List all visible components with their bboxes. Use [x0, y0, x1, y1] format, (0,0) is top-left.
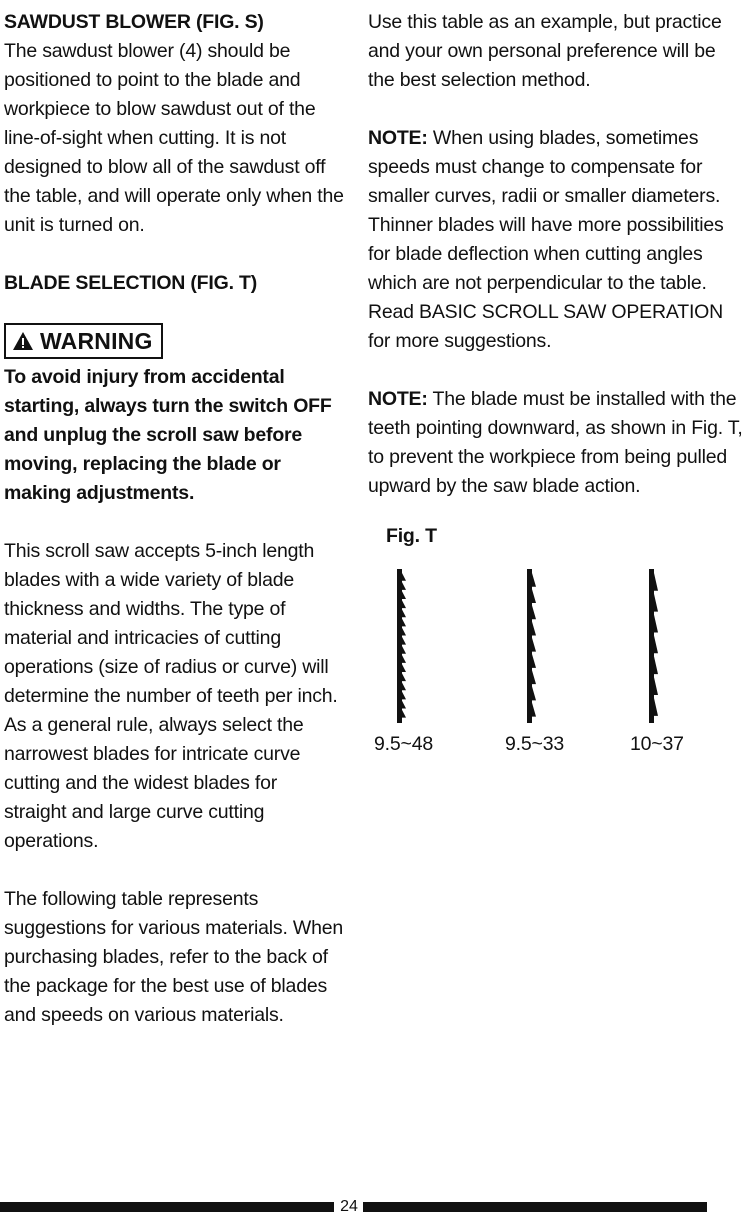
blade-illustration	[647, 565, 667, 725]
blade-caption: 9.5~48	[374, 733, 433, 755]
blade-caption: 9.5~33	[505, 733, 564, 755]
left-column	[4, 8, 344, 1030]
footer-rule-right	[363, 1202, 707, 1212]
right-column	[368, 8, 743, 765]
footer-rule-left	[0, 1202, 334, 1212]
blade-illustration	[525, 565, 545, 725]
blade-illustration	[395, 565, 415, 725]
note-text: When using blades, sometimes speeds must change to compensate for smaller curves, radii or smaller diameters. Thinner blades will have more possibilities for blade deflection when cutting angles which are not perpendicular to the table. Read BASIC SCROLL SAW OPERATION for more suggestions.	[368, 127, 724, 352]
note-label: NOTE:	[368, 388, 428, 410]
note-text: The blade must be installed with the teeth pointing downward, as shown in Fig. T, to prevent the workpiece from being pulled upward by the saw blade action.	[368, 388, 743, 497]
warning-label: WARNING	[40, 327, 153, 354]
blade-selection-heading: BLADE SELECTION (FIG. T)	[4, 272, 258, 294]
note-paragraph-1	[368, 124, 743, 356]
warning-triangle-icon	[12, 331, 34, 351]
blade-body	[649, 569, 658, 723]
page-footer	[0, 1197, 749, 1219]
warning-box	[4, 323, 163, 359]
sawdust-blower-text: The sawdust blower (4) should be positioned to point to the blade and workpiece to blow sawdust out of the line-of-sight when cutting. It is not designed to blow all of the sawdust off the table, and will operate only when the unit is turned on.	[4, 40, 344, 236]
blade-body	[527, 569, 536, 723]
table-intro-text: The following table represents suggestions for various materials. When purchasing blades, refer to the back of the package for the best use of blades and speeds on various materials.	[4, 888, 344, 1026]
blade-caption: 10~37	[630, 733, 684, 755]
page-number: 24	[340, 1198, 358, 1215]
figure-label: Fig. T	[386, 525, 437, 547]
sawdust-blower-heading: SAWDUST BLOWER (FIG. S)	[4, 11, 264, 33]
warning-text: To avoid injury from accidental starting, always turn the switch OFF and unplug the scroll saw before moving, replacing the blade or making adjustments.	[4, 366, 332, 504]
blade-figure	[368, 565, 743, 765]
blade-body	[397, 569, 406, 723]
blade-selection-text: This scroll saw accepts 5-inch length blades with a wide variety of blade thickness and widths. The type of material and intricacies of cutting operations (size of radius or curve) will determine the number of teeth per inch. As a general rule, always select the narrowest blades for intricate curve cutting and the widest blades for straight and large curve cutting operations.	[4, 540, 338, 852]
note-paragraph-2	[368, 385, 743, 501]
example-text: Use this table as an example, but practice and your own personal preference will be the best selection method.	[368, 11, 722, 91]
note-label: NOTE:	[368, 127, 428, 149]
